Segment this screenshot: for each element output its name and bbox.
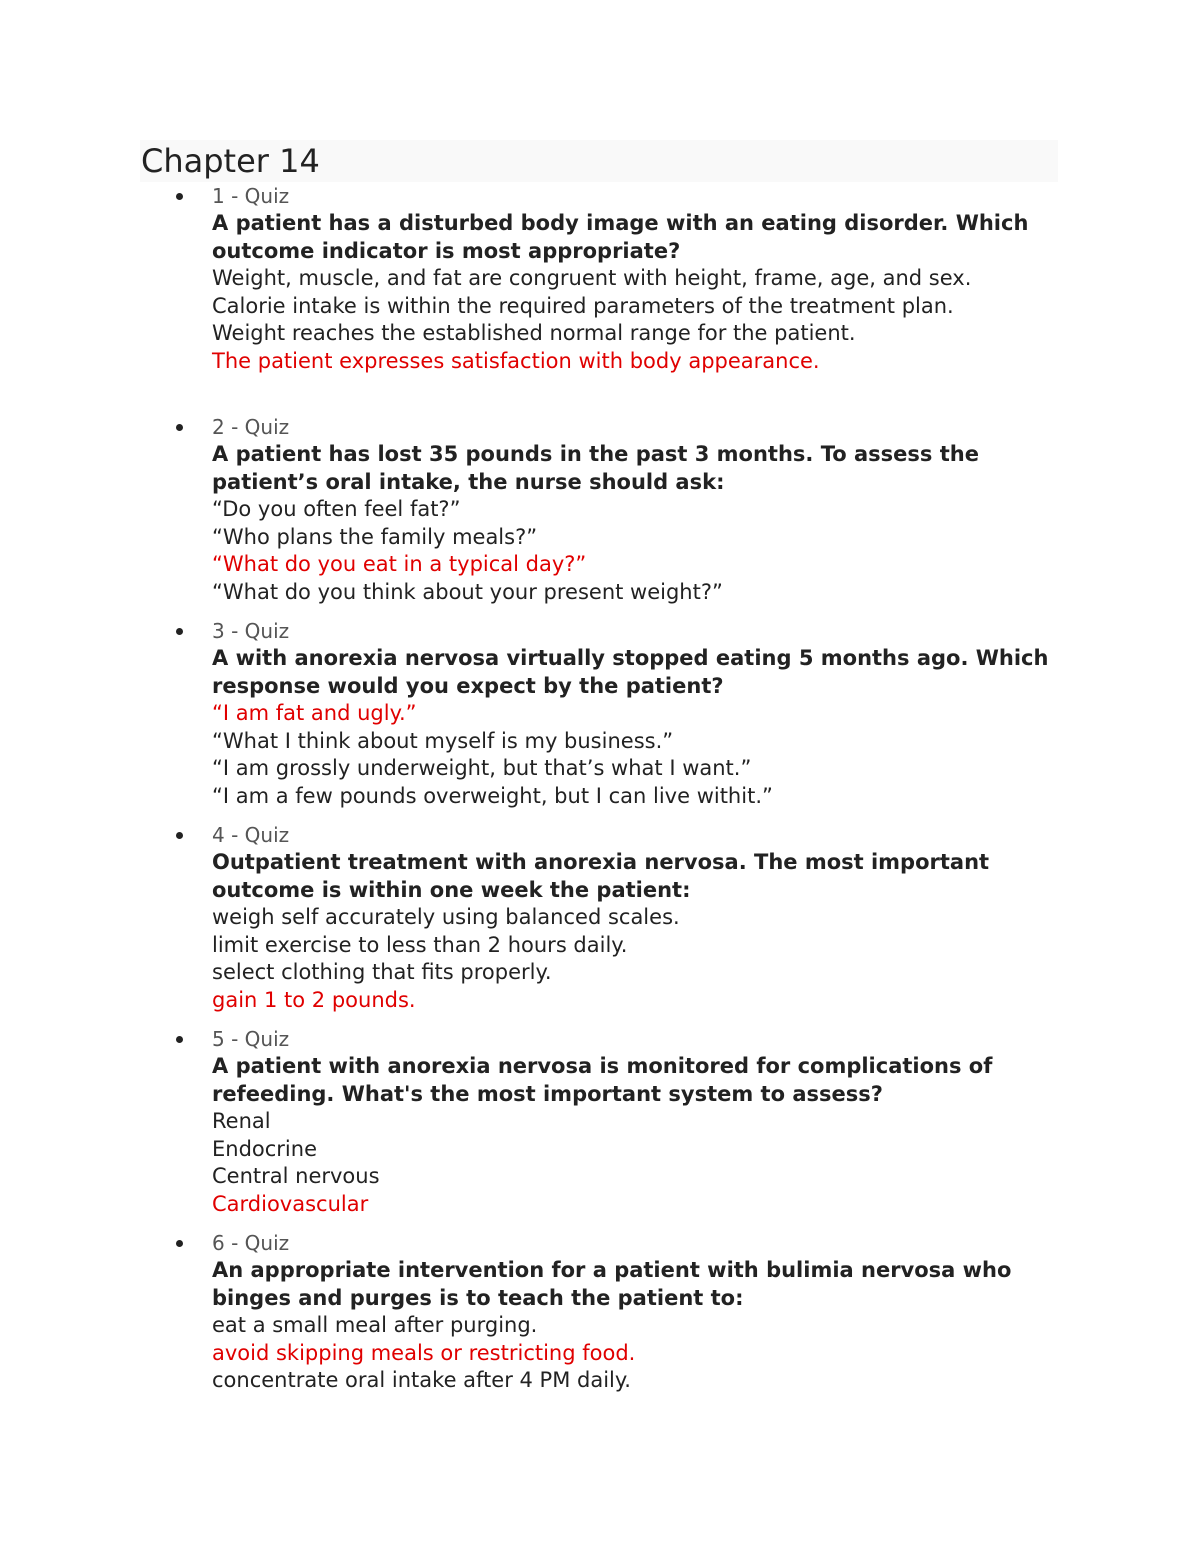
answer-options xyxy=(212,1108,1072,1218)
answer-option: Renal xyxy=(212,1109,271,1133)
bullet-icon xyxy=(176,1240,183,1247)
quiz-question: Outpatient treatment with anorexia nervosa. The most important outcome is within one week the patient: xyxy=(212,850,990,902)
quiz-question: A patient with anorexia nervosa is monitored for complications of refeeding. What's the most important system to assess? xyxy=(212,1054,993,1106)
answer-option: “I am fat and ugly.” xyxy=(212,701,417,725)
answer-option: “What I think about myself is my business.” xyxy=(212,728,674,753)
answer-option: Endocrine xyxy=(212,1136,317,1161)
quiz-question: A with anorexia nervosa virtually stopped eating 5 months ago. Which response would you expect by the patient? xyxy=(212,646,1049,698)
answer-option: “Do you often feel fat?” xyxy=(212,497,461,521)
quiz-label: 5 - Quiz xyxy=(212,1027,290,1051)
answer-option: limit exercise to less than 2 hours daily. xyxy=(212,932,628,957)
answer-option: “What do you think about your present weight?” xyxy=(212,579,723,604)
answer-option: avoid skipping meals or restricting food. xyxy=(212,1340,636,1365)
bullet-icon xyxy=(176,1036,183,1043)
answer-option: “Who plans the family meals?” xyxy=(212,524,538,549)
answer-option: gain 1 to 2 pounds. xyxy=(212,987,416,1012)
answer-options xyxy=(212,265,1072,375)
bullet-icon xyxy=(176,193,183,200)
quiz-label: 4 - Quiz xyxy=(212,823,290,847)
answer-options xyxy=(212,496,1072,606)
bullet-icon xyxy=(176,628,183,635)
answer-option: “I am a few pounds overweight, but I can live withit.” xyxy=(212,783,773,808)
quiz-label: 6 - Quiz xyxy=(212,1231,290,1255)
answer-option: eat a small meal after purging. xyxy=(212,1313,538,1337)
answer-option: Central nervous xyxy=(212,1164,380,1188)
quiz-label: 2 - Quiz xyxy=(212,415,290,439)
answer-option: “I am grossly underweight, but that’s what I want.” xyxy=(212,756,752,780)
quiz-question: A patient has lost 35 pounds in the past 3 months. To assess the patient’s oral intake, the nurse should ask: xyxy=(212,442,979,494)
answer-option: Cardiovascular xyxy=(212,1191,369,1216)
answer-option: Weight, muscle, and fat are congruent with height, frame, age, and sex. xyxy=(212,266,972,290)
bullet-icon xyxy=(176,424,183,431)
quiz-label: 1 - Quiz xyxy=(212,184,290,208)
answer-option: concentrate oral intake after 4 PM daily. xyxy=(212,1368,631,1392)
answer-options xyxy=(212,904,1072,1014)
answer-option: Calorie intake is within the required parameters of the treatment plan. xyxy=(212,293,954,318)
quiz-question: An appropriate intervention for a patient with bulimia nervosa who binges and purges is to teach the patient to: xyxy=(212,1258,1012,1310)
answer-option: select clothing that fits properly. xyxy=(212,960,552,984)
answer-options xyxy=(212,700,1072,810)
answer-option: weigh self accurately using balanced scales. xyxy=(212,905,680,929)
answer-option: Weight reaches the established normal range for the patient. xyxy=(212,321,856,345)
page-title: Chapter 14 xyxy=(141,142,320,180)
bullet-icon xyxy=(176,832,183,839)
quiz-question: A patient has a disturbed body image with an eating disorder. Which outcome indicator is most appropriate? xyxy=(212,211,1029,263)
answer-options xyxy=(212,1312,1072,1395)
answer-option: “What do you eat in a typical day?” xyxy=(212,552,587,576)
answer-option: The patient expresses satisfaction with body appearance. xyxy=(212,348,820,373)
quiz-label: 3 - Quiz xyxy=(212,619,290,643)
